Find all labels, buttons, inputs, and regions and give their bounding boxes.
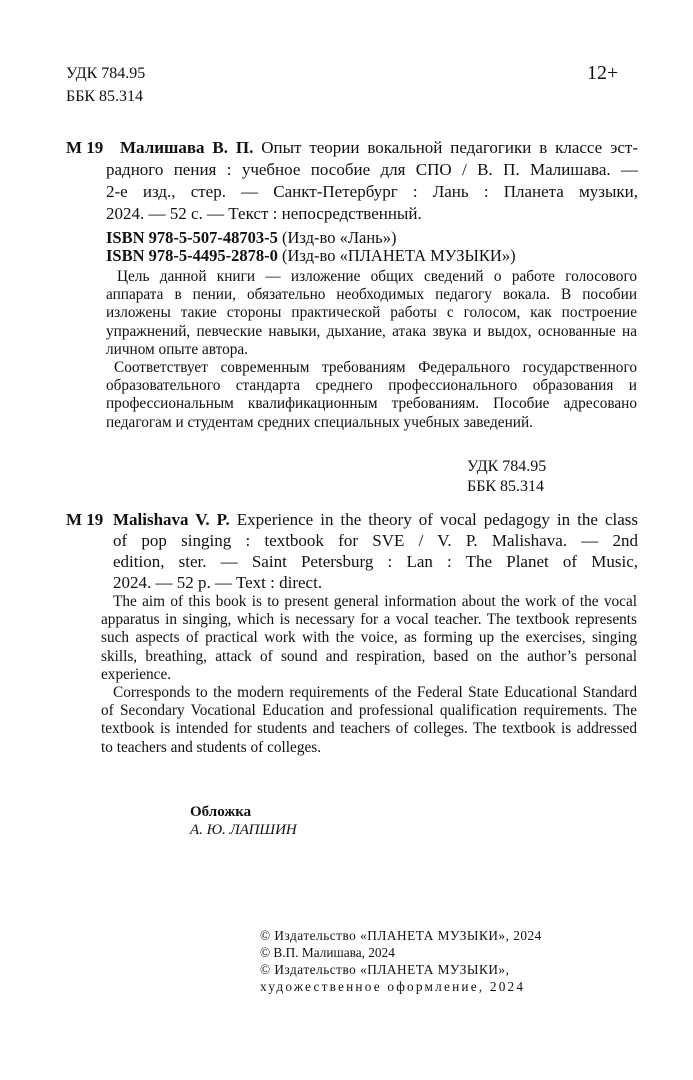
- annotation-line: to teachers and students of colleges.: [101, 738, 322, 756]
- annotation-line: textbook is intended for students and teachers of colleges. The textbook is addressed: [101, 720, 637, 738]
- annotation-line: образовательного стандарта среднего профессионального образования и: [106, 377, 637, 395]
- annotation-line: упражнений, певческие навыки, дыхание, атака звука и выдох, основанные на: [106, 322, 637, 340]
- udk-code: УДК 784.95: [66, 65, 146, 82]
- annotation-line: of Secondary Vocational Education and professional qualification requirements. The: [101, 702, 637, 720]
- udk-code: УДК 784.95: [467, 458, 547, 475]
- annotation-line: аппарата в пении, обязательно необходимых педагогу вокала. В пособии: [106, 286, 637, 304]
- isbn-publisher: (Изд-во «ПЛАНЕТА МУЗЫКИ»): [277, 246, 516, 265]
- cover-label: Обложка: [190, 804, 252, 820]
- ru-entry-line: радного пения : учебное пособие для СПО / В. П. Малишава. —: [106, 160, 638, 179]
- isbn-number: ISBN 978-5-4495-2878-0: [106, 246, 278, 265]
- copyright-line: художественное оформление, 2024: [260, 979, 526, 994]
- bbk-code: ББК 85.314: [467, 478, 545, 495]
- ru-entry-line: 2-е изд., стер. — Санкт-Петербург : Лань : Планета музыки,: [106, 182, 638, 201]
- isbn-list: [106, 229, 516, 265]
- cover-designer: А. Ю. ЛАПШИН: [190, 822, 297, 838]
- annotation-line: The aim of this book is to present general information about the work of the vocal: [113, 593, 637, 610]
- en-entry-line: 2024. — 52 p. — Text : direct.: [113, 573, 323, 592]
- en-entry-line: of pop singing : textbook for SVE / V. P. Malishava. — 2nd: [113, 531, 638, 550]
- ru-entry-line: Малишава В. П. Опыт теории вокальной педагогики в классе эст-: [120, 138, 639, 157]
- en-entry-author: Malishava V. P.: [113, 510, 230, 529]
- annotation-line: Corresponds to the modern requirements of the Federal State Educational Standard: [113, 684, 637, 702]
- annotation-line: педагогам и студентам средних специальных учебных заведений.: [106, 413, 533, 431]
- age-rating: 12+: [587, 62, 619, 84]
- annotation-line: skills, breathing, attack of sound and respiration, based on the author’s personal: [101, 647, 637, 665]
- ru-entry-author: Малишава В. П.: [120, 138, 254, 157]
- annotation-line: изложены такие стороны практической работы с голосом, как построение: [106, 304, 637, 322]
- copyright-line: © Издательство «ПЛАНЕТА МУЗЫКИ», 2024: [260, 928, 542, 943]
- annotation-line: experience.: [101, 665, 172, 683]
- copyright-line: © В.П. Малишава, 2024: [260, 945, 395, 960]
- en-bibliographic-entry: [66, 509, 638, 593]
- copyright-line: © Издательство «ПЛАНЕТА МУЗЫКИ»,: [260, 962, 510, 977]
- annotation-line: профессиональным квалификационным требованиям. Пособие адресовано: [106, 395, 637, 413]
- annotation-line: such aspects of practical work with the voice, as forming up the exercises, singing: [101, 629, 637, 647]
- ru-bibliographic-entry: [66, 137, 638, 225]
- annotation-line: Цель данной книги — изложение общих сведений о работе голосового: [117, 268, 637, 285]
- annotation-line: apparatus in singing, which is necessary for a vocal teacher. The textbook represents: [101, 611, 637, 629]
- en-entry-line: Malishava V. P. Experience in the theory of vocal pedagogy in the class: [113, 510, 638, 529]
- mid-classification: [467, 457, 546, 497]
- annotation-line: личном опыте автора.: [106, 340, 248, 358]
- ru-annotation: [106, 268, 637, 432]
- ru-entry-line: 2024. — 52 с. — Текст : непосредственный.: [106, 204, 422, 223]
- isbn-publisher: (Изд-во «Лань»): [277, 228, 397, 247]
- annotation-line: Соответствует современным требованиям Федерального государственного: [114, 359, 637, 377]
- en-annotation: [101, 593, 637, 757]
- copyright-block: [260, 927, 542, 995]
- top-classification: [66, 62, 145, 108]
- cover-credit: [190, 803, 297, 839]
- isbn-number: ISBN 978-5-507-48703-5: [106, 228, 278, 247]
- isbn-line: [106, 229, 516, 247]
- en-entry-code: M 19: [66, 510, 104, 529]
- isbn-line: [106, 247, 516, 265]
- en-entry-line: edition, ster. — Saint Petersburg : Lan : The Planet of Music,: [113, 552, 638, 571]
- bbk-code: ББК 85.314: [66, 88, 144, 105]
- ru-entry-code: М 19: [66, 138, 104, 157]
